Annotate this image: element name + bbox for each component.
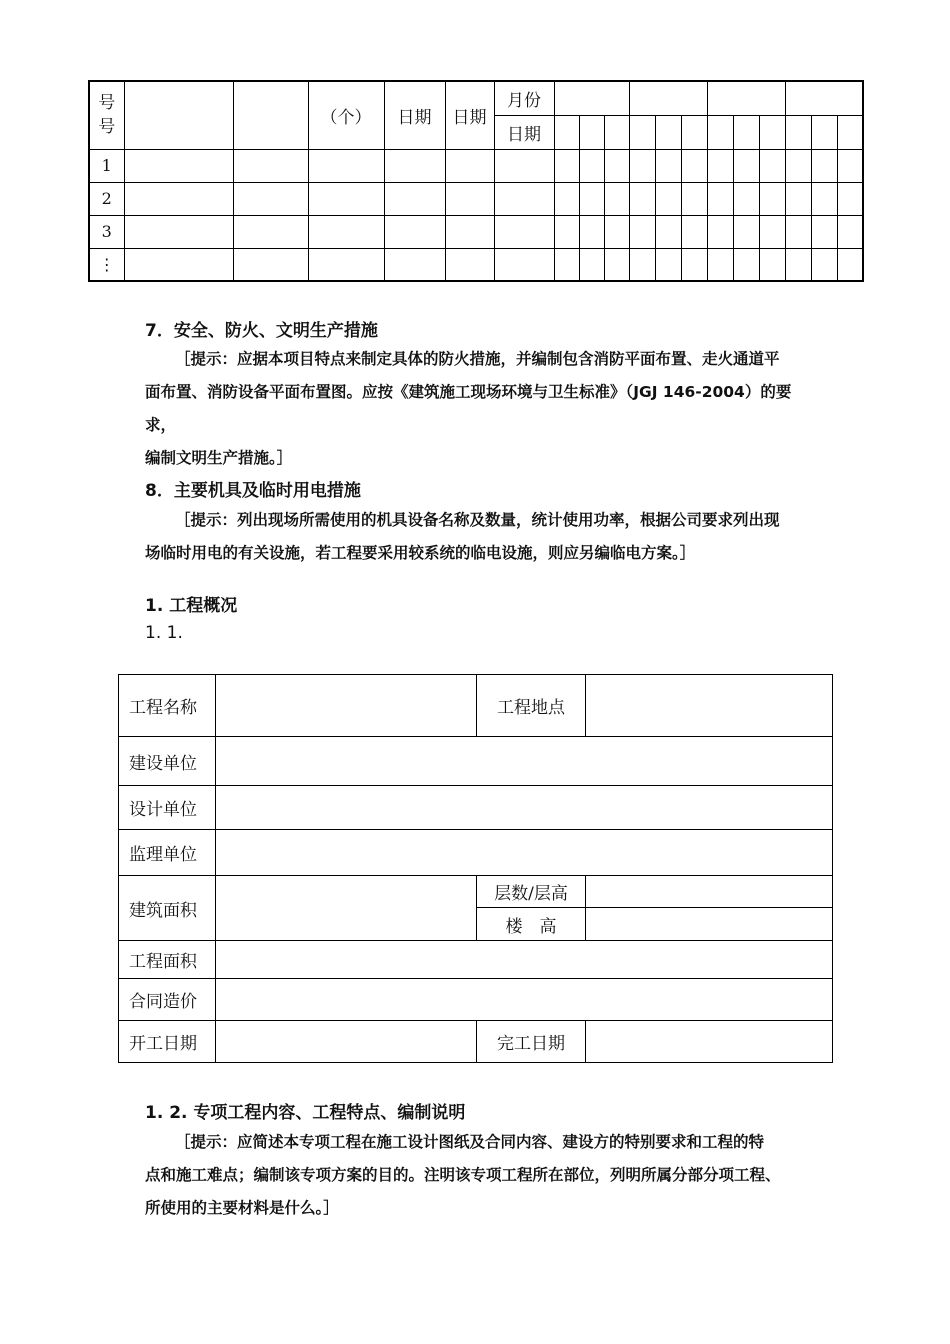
hint-line: 所使用的主要材料是什么。］	[145, 1199, 339, 1217]
section-7-heading: 7．安全、防火、文明生产措施	[145, 321, 378, 341]
row-number-ellipsis: ⋮	[89, 248, 124, 281]
day-label: 日期	[494, 115, 554, 149]
building-area-value[interactable]	[216, 876, 477, 941]
schedule-table	[88, 80, 864, 282]
contract-price-label: 合同造价	[119, 979, 216, 1021]
start-date-label: 开工日期	[119, 1021, 216, 1063]
row-number: 2	[89, 182, 124, 215]
col-count-header: （个）	[308, 81, 384, 149]
building-height-label: 楼 高	[477, 908, 586, 941]
hint-line: ［提示：应简述本专项工程在施工设计图纸及合同内容、建设方的特别要求和工程的特	[175, 1133, 765, 1151]
start-date-value[interactable]	[216, 1021, 477, 1063]
project-name-label: 工程名称	[119, 675, 216, 737]
table-row	[89, 149, 863, 182]
floors-height-value[interactable]	[586, 876, 833, 908]
col-no-label: 号号	[98, 93, 116, 138]
day-cell	[655, 115, 681, 149]
month-label: 月份	[494, 81, 554, 115]
day-cell	[733, 115, 759, 149]
month-cell	[554, 81, 629, 115]
project-name-value[interactable]	[216, 675, 477, 737]
col-no-header	[89, 81, 124, 149]
row-number: 3	[89, 215, 124, 248]
construction-unit-value[interactable]	[216, 737, 833, 786]
section-1-2-heading: 1. 2. 专项工程内容、工程特点、编制说明	[145, 1103, 466, 1123]
hint-line: 编制文明生产措施。］	[145, 449, 293, 467]
hint-line: ［提示：应据本项目特点来制定具体的防火措施，并编制包含消防平面布置、走火通道平	[175, 350, 780, 368]
day-cell	[759, 115, 785, 149]
finish-date-value[interactable]	[586, 1021, 833, 1063]
finish-date-label: 完工日期	[477, 1021, 586, 1063]
day-cell	[681, 115, 707, 149]
project-location-label: 工程地点	[477, 675, 586, 737]
day-cell	[629, 115, 655, 149]
col-date2-header: 日期	[445, 81, 494, 149]
blank-header-2	[233, 81, 308, 149]
project-area-label: 工程面积	[119, 941, 216, 979]
supervision-unit-label: 监理单位	[119, 830, 216, 876]
row-number: 1	[89, 149, 124, 182]
section-1-2-hint	[145, 1126, 820, 1225]
supervision-unit-value[interactable]	[216, 830, 833, 876]
day-cell	[811, 115, 837, 149]
day-cell	[604, 115, 629, 149]
hint-line: 面布置、消防设备平面布置图。应按《建筑施工现场环境与卫生标准》（JGJ 146-2004）的要求，	[145, 383, 792, 434]
construction-unit-label: 建设单位	[119, 737, 216, 786]
floors-height-label: 层数/层高	[477, 876, 586, 908]
building-area-label: 建筑面积	[119, 876, 216, 941]
day-cell	[554, 115, 579, 149]
building-height-value[interactable]	[586, 908, 833, 941]
hint-line: ［提示：列出现场所需使用的机具设备名称及数量，统计使用功率，根据公司要求列出现	[175, 511, 780, 529]
project-location-value[interactable]	[586, 675, 833, 737]
table-row	[89, 248, 863, 281]
project-overview-table	[118, 674, 833, 1063]
design-unit-label: 设计单位	[119, 786, 216, 830]
section-7-hint	[145, 343, 820, 475]
day-cell	[707, 115, 733, 149]
section-8-heading: 8．主要机具及临时用电措施	[145, 481, 361, 501]
section-1-1-heading: 1. 1.	[145, 623, 183, 643]
section-8-hint	[145, 504, 820, 570]
hint-line: 点和施工难点；编制该专项方案的目的。注明该专项工程所在部位，列明所属分部分项工程、	[145, 1166, 781, 1184]
section-1-heading: 1. 工程概况	[145, 596, 238, 616]
month-cell	[629, 81, 707, 115]
contract-price-value[interactable]	[216, 979, 833, 1021]
day-cell	[785, 115, 811, 149]
day-cell	[837, 115, 863, 149]
table-row	[89, 182, 863, 215]
table-row	[89, 215, 863, 248]
design-unit-value[interactable]	[216, 786, 833, 830]
day-cell	[579, 115, 604, 149]
month-cell	[785, 81, 863, 115]
month-cell	[707, 81, 785, 115]
hint-line: 场临时用电的有关设施，若工程要采用较系统的临电设施，则应另编临电方案。］	[145, 544, 696, 562]
project-area-value[interactable]	[216, 941, 833, 979]
col-date1-header: 日期	[384, 81, 445, 149]
blank-header-1	[124, 81, 233, 149]
